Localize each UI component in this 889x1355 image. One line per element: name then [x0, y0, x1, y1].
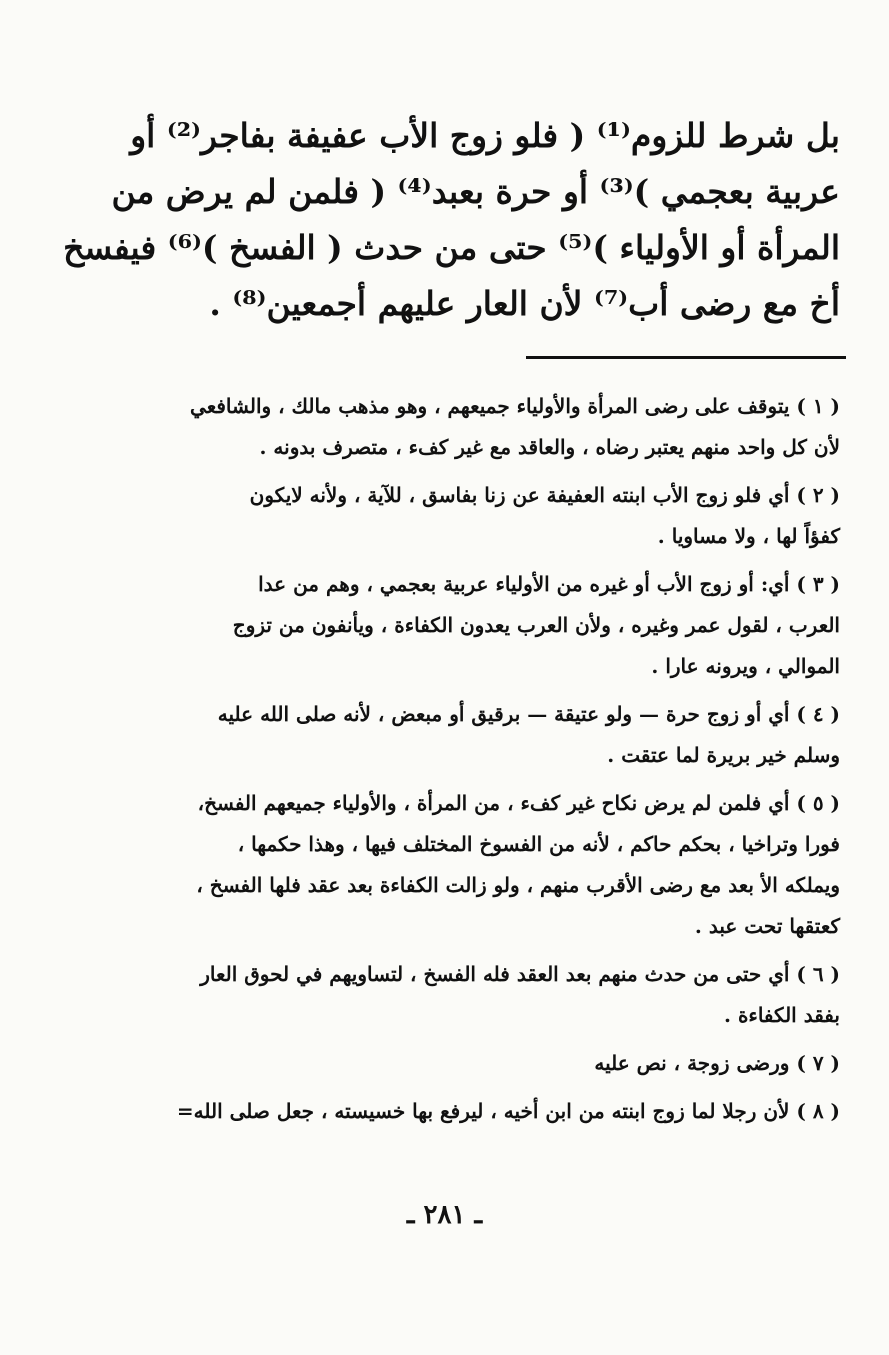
footnotes	[105, 386, 840, 1139]
footnote-line: وسلم خير بريرة لما عتقت .	[607, 743, 840, 767]
footnote-line: ( ٤ ) أي أو زوج حرة — ولو عتيقة — برقيق أو مبعض ، لأنه صلى الله عليه	[217, 702, 840, 726]
footnote-line: فورا وتراخيا ، بحكم حاكم ، لأنه من الفسوخ المختلف فيها ، وهذا حكمها ،	[237, 832, 840, 856]
footnote-line: الموالي ، ويرونه عارا .	[651, 654, 840, 678]
footnote-1	[105, 386, 840, 468]
footnote-line: لأن كل واحد منهم يعتبر رضاه ، والعاقد مع غير كفء ، متصرف بدونه .	[259, 435, 840, 459]
footnote-line: ( ٣ ) أي: أو زوج الأب أو غيره من الأولياء عربية بعجمي ، وهم من عدا	[258, 572, 840, 596]
footnote-line: كفؤاً لها ، ولا مساويا .	[657, 524, 840, 548]
footnote-line: كعتقها تحت عبد .	[694, 914, 840, 938]
footnote-line: ( ٢ ) أي فلو زوج الأب ابنته العفيفة عن زنا بفاسق ، للآية ، ولأنه لايكون	[249, 483, 840, 507]
footnote-6	[105, 954, 840, 1036]
footnote-line: بفقد الكفاءة .	[724, 1003, 840, 1027]
page-number: ـ ٢٨١ ـ	[406, 1200, 483, 1230]
footnote-7	[105, 1043, 840, 1084]
footnote-3	[105, 564, 840, 687]
main-text-line: المرأة أو الأولياء )⁽⁵⁾ حتى من حدث ( الفسخ )⁽⁶⁾ فيفسخ	[63, 228, 840, 267]
footnote-4	[105, 694, 840, 776]
footnote-line: ( ١ ) يتوقف على رضى المرأة والأولياء جميعهم ، وهو مذهب مالك ، والشافعي	[190, 394, 840, 418]
footnote-separator	[526, 356, 846, 359]
footnote-line: ( ٥ ) أي فلمن لم يرض نكاح غير كفء ، من المرأة ، والأولياء جميعهم الفسخ،	[197, 791, 840, 815]
footnote-line: ويملكه الأ بعد مع رضى الأقرب منهم ، ولو زالت الكفاءة بعد عقد فلها الفسخ ،	[196, 873, 840, 897]
footnote-2	[105, 475, 840, 557]
main-text-line: أخ مع رضى أب⁽⁷⁾ لأن العار عليهم أجمعين⁽⁸⁾ .	[209, 284, 840, 323]
footnote-line: العرب ، لقول عمر وغيره ، ولأن العرب يعدون الكفاءة ، ويأنفون من تزوج	[232, 613, 840, 637]
footnote-line: ( ٨ ) لأن رجلا لما زوج ابنته من ابن أخيه ، ليرفع بها خسيسته ، جعل صلى الله=	[176, 1099, 840, 1123]
footnote-8	[105, 1091, 840, 1132]
footnote-line: ( ٦ ) أي حتى من حدث منهم بعد العقد فله الفسخ ، لتساويهم في لحوق العار	[200, 962, 840, 986]
main-text	[63, 108, 840, 332]
main-text-line: عربية بعجمي )⁽³⁾ أو حرة بعبد⁽⁴⁾ ( فلمن لم يرض من	[111, 172, 840, 211]
main-text-line: بل شرط للزوم⁽¹⁾ ( فلو زوج الأب عفيفة بفاجر⁽²⁾ أو	[130, 116, 840, 155]
footnote-line: ( ٧ ) ورضى زوجة ، نص عليه	[594, 1051, 840, 1075]
footnote-5	[105, 783, 840, 947]
